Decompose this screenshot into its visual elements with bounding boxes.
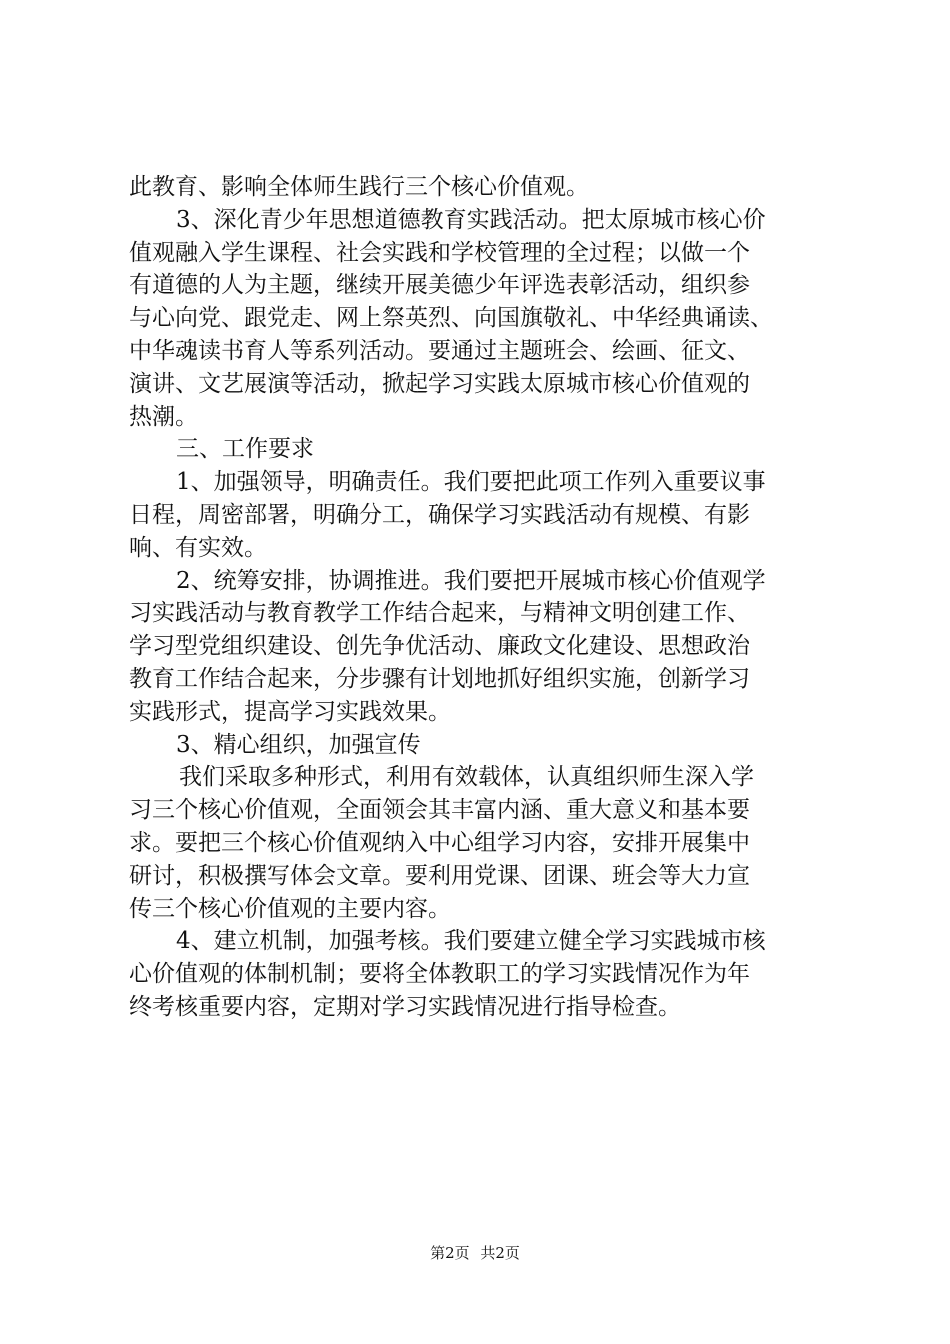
text-line: 值观融入学生课程、社会实践和学校管理的全过程；以做一个 [129, 239, 750, 266]
text-line: 心价值观的体制机制；要将全体教职工的学习实践情况作为年 [129, 961, 750, 988]
text-line: 我们采取多种形式，利用有效载体，认真组织师生深入学 [179, 764, 754, 791]
text-line: 实践形式，提高学习实践效果。 [129, 698, 451, 725]
text-line: 求。要把三个核心价值观纳入中心组学习内容，安排开展集中 [129, 829, 750, 856]
text-line: 学习型党组织建设、创先争优活动、廉政文化建设、思想政治 [129, 633, 750, 660]
text-line: 演讲、文艺展演等活动，掀起学习实践太原城市核心价值观的 [129, 370, 750, 397]
section-heading: 三、工作要求 [176, 436, 314, 463]
text-line: 响、有实效。 [129, 534, 267, 561]
text-line: 1、加强领导，明确责任。我们要把此项工作列入重要议事 [176, 469, 766, 496]
text-line: 有道德的人为主题，继续开展美德少年评选表彰活动，组织参 [129, 272, 750, 299]
page-number-total: 共2页 [480, 1244, 520, 1262]
text-line: 终考核重要内容，定期对学习实践情况进行指导检查。 [129, 993, 681, 1020]
page-number-current: 第2页 [430, 1244, 470, 1262]
text-line: 教育工作结合起来，分步骤有计划地抓好组织实施，创新学习 [129, 665, 750, 692]
page-footer [0, 1243, 950, 1263]
text-line: 3、深化青少年思想道德教育实践活动。把太原城市核心价 [176, 206, 766, 233]
text-line: 2、统筹安排，协调推进。我们要把开展城市核心价值观学 [176, 567, 766, 594]
text-line: 日程，周密部署，明确分工，确保学习实践活动有规模、有影 [129, 501, 750, 528]
text-line: 中华魂读书育人等系列活动。要通过主题班会、绘画、征文、 [129, 337, 750, 364]
text-line: 热潮。 [129, 403, 198, 430]
text-line: 与心向党、跟党走、网上祭英烈、向国旗敬礼、中华经典诵读、 [129, 305, 773, 332]
text-line: 传三个核心价值观的主要内容。 [129, 895, 451, 922]
text-line: 4、建立机制，加强考核。我们要建立健全学习实践城市核 [176, 928, 766, 955]
text-line: 习三个核心价值观，全面领会其丰富内涵、重大意义和基本要 [129, 797, 750, 824]
text-line: 3、精心组织，加强宣传 [176, 731, 421, 758]
text-line: 研讨，积极撰写体会文章。要利用党课、团课、班会等大力宣 [129, 862, 750, 889]
text-line: 此教育、影响全体师生践行三个核心价值观。 [129, 174, 589, 200]
text-line: 习实践活动与教育教学工作结合起来，与精神文明创建工作、 [129, 600, 750, 627]
document-body [129, 171, 841, 1024]
